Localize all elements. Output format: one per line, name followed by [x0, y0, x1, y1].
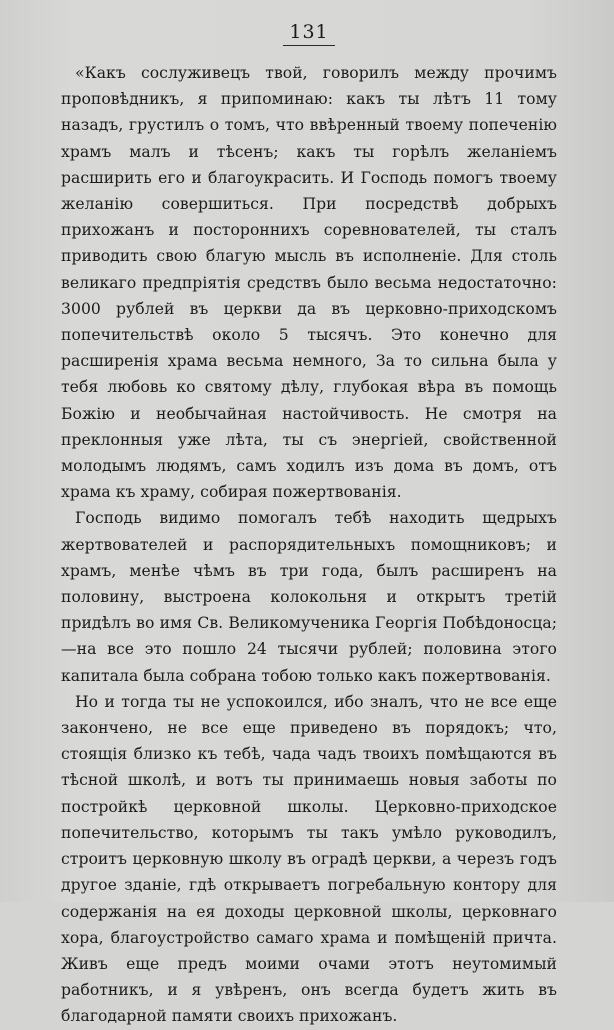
paragraph-3: Но и тогда ты не успокоился, ибо зналъ, что не все еще закончено, не все еще приведено въ порядокъ; что, стоящія близко къ тебѣ, чада чадъ твоихъ помѣщаются въ тѣсной школѣ, и вотъ ты принимаешь новыя заботы по постройкѣ церковной школы. Церковно-приходское попечительство, которымъ ты такъ умѣло руководилъ, строитъ церковную школу въ оградѣ церкви, а черезъ годъ другое зданіе, гдѣ открываетъ погребальную контору для содержанія на ея доходы церковной школы, церковнаго хора, благоустройство самаго храма и помѣщеній причта. Живъ еще предъ моими очами этотъ неутомимый работникъ, и я увѣренъ, онъ всегда будетъ жить въ благодарной памяти своихъ прихожанъ. [61, 692, 557, 1026]
paragraph-1: «Какъ сослуживецъ твой, говорилъ между прочимъ проповѣдникъ, я припоминаю: какъ ты лѣтъ 11 тому назадъ, грустилъ о томъ, что ввѣренный твоему попеченію храмъ малъ и тѣсенъ; какъ ты горѣлъ желаніемъ расширить его и благоукрасить. И Господь помогъ твоему желанію совершиться. При посредствѣ добрыхъ прихожанъ и постороннихъ соревнователей, ты сталъ приводить свою благую мысль въ исполненіе. Для столь великаго предпріятія средствъ было весьма недостаточно: 3000 рублей въ церкви да въ церковно-приходскомъ попечительствѣ около 5 тысячъ. Это конечно для расширенія храма весьма немного, За то сильна была у тебя любовь ко святому дѣлу, глубокая вѣра въ помощь Божію и необычайная настойчивость. Не смотря на преклонныя уже лѣта, ты съ энергіей, свойственной молодымъ людямъ, самъ ходилъ изъ дома въ домъ, отъ храма къ храму, собирая пожертвованія. [61, 64, 557, 502]
page-number-text: 131 [283, 19, 334, 46]
page-number [61, 0, 557, 54]
page-text [61, 60, 557, 1030]
paragraph-2: Господь видимо помогалъ тебѣ находить щедрыхъ жертвователей и распорядительныхъ помощниковъ; и храмъ, менѣе чѣмъ въ три года, былъ расширенъ на половину, выстроена колокольня и открытъ третій придѣлъ во имя Св. Великомученика Георгія Побѣдоносца;—на все это пошло 24 тысячи рублей; половина этого капитала была собрана тобою только какъ пожертвованія. [61, 509, 557, 685]
